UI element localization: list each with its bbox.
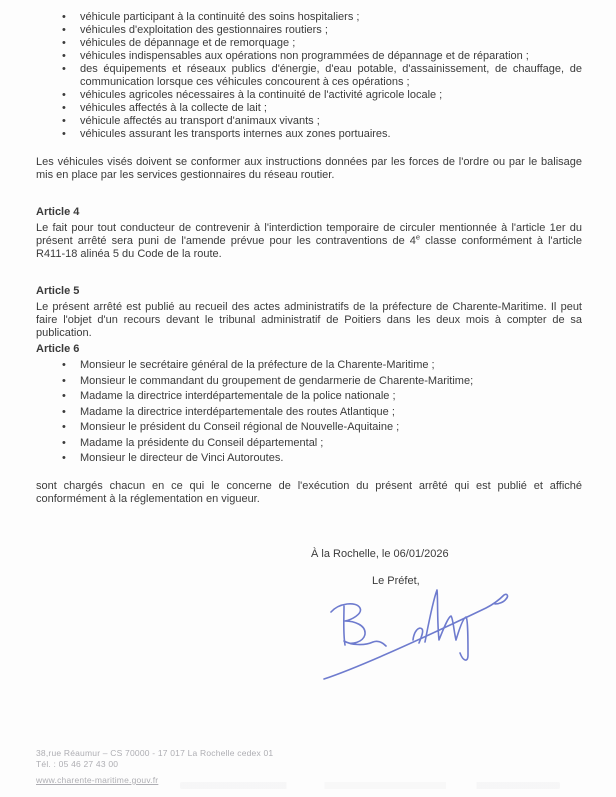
closing-paragraph: sont chargés chacun en ce qui le concerne de l'exécution du présent arrêté qui est publié et affiché conformément à la réglementation en vigueur. <box>36 480 582 505</box>
article-4-superscript: e <box>415 232 421 242</box>
article-4-section <box>36 206 582 261</box>
list-item: • véhicules indispensables aux opérations non programmées de dépannage et de réparation ; <box>36 50 582 63</box>
list-item: • véhicules assurant les transports internes aux zones portuaires. <box>36 128 582 141</box>
list-item: • Monsieur le président du Conseil régional de Nouvelle-Aquitaine ; <box>36 421 582 434</box>
website-link: www.charente-maritime.gouv.fr <box>36 775 159 785</box>
list-item: • Monsieur le secrétaire général de la préfecture de la Charente-Maritime ; <box>36 359 582 372</box>
recipients-list <box>36 359 582 465</box>
footer-phone: Tél. : 05 46 27 43 00 <box>36 759 119 769</box>
list-item: • Madame la directrice interdépartementale des routes Atlantique ; <box>36 406 582 419</box>
list-item: • des équipements et réseaux publics d'énergie, d'eau potable, d'assainissement, de chauffage, de communication lorsque ces véhicules concourent à ces opérations ; <box>36 63 582 89</box>
authorized-vehicles-list <box>36 11 582 141</box>
list-item: • Monsieur le directeur de Vinci Autoroutes. <box>36 452 582 465</box>
list-item: • Madame la directrice interdépartementale de la police nationale ; <box>36 390 582 403</box>
article-6-heading: Article 6 <box>36 343 80 355</box>
article-4-body-part2: classe conformément à l'article R411-18 alinéa 5 du Code de la route. <box>36 235 582 260</box>
article-6-section <box>36 343 582 468</box>
article-5-heading: Article 5 <box>36 285 80 297</box>
signature-image <box>318 583 518 691</box>
list-item: • véhicule participant à la continuité des soins hospitaliers ; <box>36 11 582 24</box>
list-item: • véhicules affectés à la collecte de lait ; <box>36 102 582 115</box>
article-4-body <box>36 222 582 261</box>
list-item: • véhicules agricoles nécessaires à la continuité de l'activité agricole locale ; <box>36 89 582 102</box>
list-item: • Madame la présidente du Conseil départemental ; <box>36 437 582 450</box>
list-item: • véhicule affectés au transport d'animaux vivants ; <box>36 115 582 128</box>
place-date: À la Rochelle, le 06/01/2026 <box>311 548 449 560</box>
list-item: • véhicules de dépannage et de remorquage ; <box>36 37 582 50</box>
footer-address: 38,rue Réaumur – CS 70000 - 17 017 La Rochelle cedex 01 <box>36 748 274 758</box>
article-4-heading: Article 4 <box>36 206 80 218</box>
article-4-body-part1: Le fait pour tout conducteur de contrevenir à l'interdiction temporaire de circuler mentionnée à l'article 1er du présent arrêté sera puni de l'amende prévue pour les contraventions de 4 <box>36 222 582 247</box>
list-item: • Monsieur le commandant du groupement de gendarmerie de Charente-Maritime; <box>36 375 582 388</box>
list-item: • véhicules d'exploitation des gestionnaires routiers ; <box>36 24 582 37</box>
paragraph-conform: Les véhicules visés doivent se conformer aux instructions données par les forces de l'ordre ou par le balisage mis en place par les services gestionnaires du réseau routier. <box>36 156 582 181</box>
article-5-body: Le présent arrêté est publié au recueil des actes administratifs de la préfecture de Charente-Maritime. Il peut faire l'objet d'un recours devant le tribunal administratif de Poitiers dans les deux mois à compter de sa publication. <box>36 301 582 339</box>
article-5-section <box>36 285 582 340</box>
scan-artifact <box>180 782 560 789</box>
signatory-title: Le Préfet, <box>372 575 420 587</box>
